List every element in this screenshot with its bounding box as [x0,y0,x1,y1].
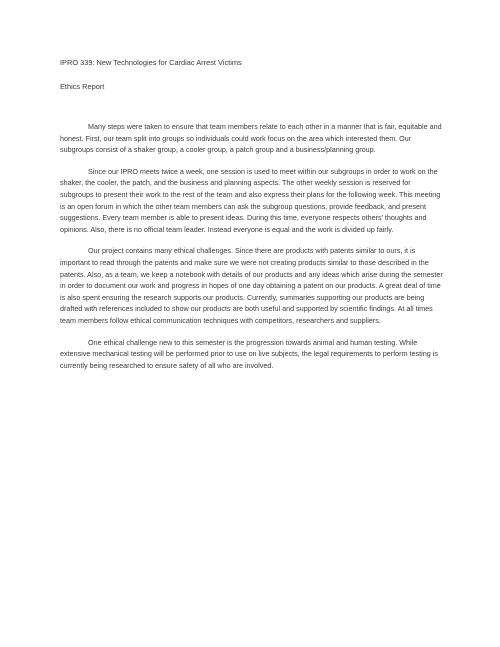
document-title: IPRO 339: New Technologies for Cardiac Arrest Victims [60,58,242,67]
paragraph: Our project contains many ethical challenges. Since there are products with patents similar to ours, it is important to read through the patents and make sure we were not creating products similar to those described in the patents. Also, as a team, we keep a notebook with details of our products and any ideas which arise during the semester in order to document our work and progress in hopes of one day obtaining a patent on our products. A great deal of time is also spent ensuring the research supports our products. Currently, summaries supporting our products are being drafted with references included to show our products are both useful and supported by scientific findings. At all times team members follow ethical communication techniques with competitors, researchers and suppliers. [60,246,443,325]
paragraph: One ethical challenge new to this semester is the progression towards animal and human testing. While extensive mechanical testing will be performed prior to use on live subjects, the legal requirements to perform testing is currently being researched to ensure safety of all who are involved. [60,337,438,370]
document-body [60,121,445,381]
paragraph: Since our IPRO meets twice a week, one session is used to meet within our subgroups in order to work on the shaker, the cooler, the patch, and the business and planning aspects. The other weekly session is reserved for subgroups to present their work to the rest of the team and also express their plans for the following week. This meeting is an open forum in which the other team members can ask the subgroup questions, provide feedback, and present suggestions. Every team member is able to present ideas. During this time, everyone respects others’ thoughts and opinions. Also, there is no official team leader. Instead everyone is equal and the work is divided up fairly. [60,166,441,234]
paragraph: Many steps were taken to ensure that team members relate to each other in a manner that is fair, equitable and honest. First, our team split into groups so individuals could work focus on the area which interested them. Our subgroups consist of a shaker group, a cooler group, a patch group and a business/planning group. [60,122,442,155]
document-subtitle: Ethics Report [60,82,105,91]
